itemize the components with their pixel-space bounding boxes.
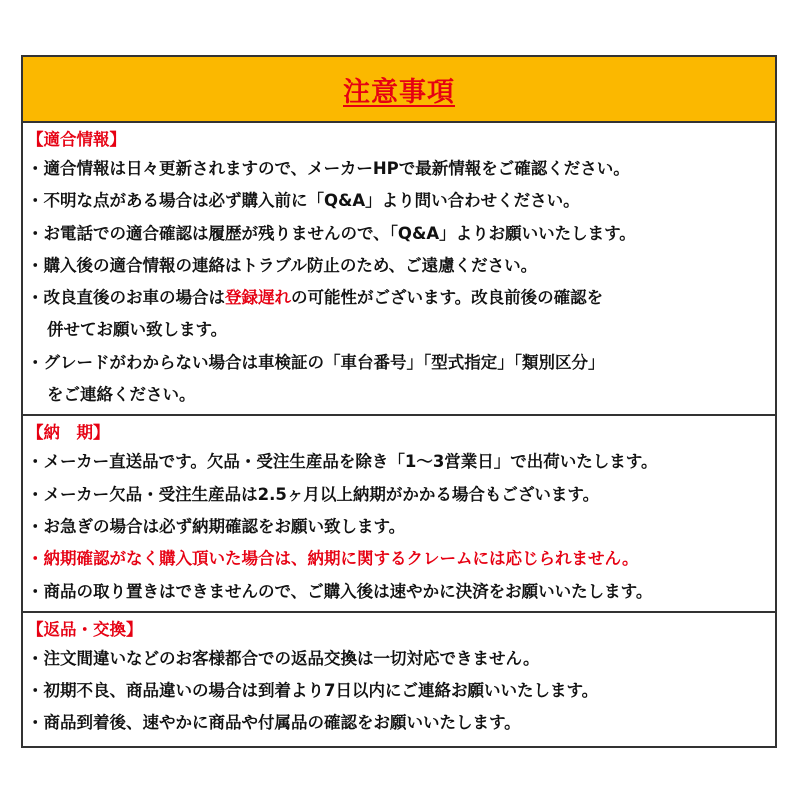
section-delivery xyxy=(23,416,775,612)
list-item: ・商品の取り置きはできませんので、ご購入後は速やかに決済をお願いいたします。 xyxy=(27,581,653,601)
section-fitment xyxy=(23,123,775,416)
list-item xyxy=(27,282,775,314)
item-text: の可能性がございます。改良前後の確認を xyxy=(291,288,604,308)
list-item: ・メーカー欠品・受注生産品は2.5ヶ月以上納期がかかる場合もございます。 xyxy=(27,484,600,504)
list-item: ・適合情報は日々更新されますので、メーカーHPで最新情報をご確認ください。 xyxy=(27,159,630,178)
item-text: ・改良直後のお車の場合は xyxy=(27,288,225,308)
list-item: ・初期不良、商品違いの場合は到着より7日以内にご連絡お願いいたします。 xyxy=(27,681,599,701)
section-heading: 【納 期】 xyxy=(27,423,110,443)
list-item: ・グレードがわからない場合は車検証の「車台番号」「型式指定」「類別区分」 xyxy=(27,352,605,372)
notice-header xyxy=(23,57,775,123)
list-item: ・お電話での適合確認は履歴が残りませんので、「Q&A」よりお願いいたします。 xyxy=(27,223,636,243)
notice-title: 注意事項 xyxy=(343,76,455,108)
list-item: ・メーカー直送品です。欠品・受注生産品を除き「1～3営業日」で出荷いたします。 xyxy=(27,452,658,472)
list-item: ・商品到着後、速やかに商品や付属品の確認をお願いいたします。 xyxy=(27,713,521,733)
list-item: ・お急ぎの場合は必ず納期確認をお願い致します。 xyxy=(27,516,406,536)
section-heading: 【適合情報】 xyxy=(27,130,126,149)
list-item-continuation: 併せてお願い致します。 xyxy=(47,320,228,340)
list-item-continuation: をご連絡ください。 xyxy=(47,385,196,405)
highlight-text: 登録遅れ xyxy=(225,288,291,308)
list-item: ・購入後の適合情報の連絡はトラブル防止のため、ご遠慮ください。 xyxy=(27,255,538,275)
section-heading: 【返品・交換】 xyxy=(27,619,143,639)
notice-box xyxy=(21,55,777,748)
section-returns xyxy=(23,613,775,743)
list-item: ・不明な点がある場合は必ず購入前に「Q&A」より問い合わせください。 xyxy=(27,191,580,211)
warning-item: ・納期確認がなく購入頂いた場合は、納期に関するクレームには応じられません。 xyxy=(27,549,639,569)
list-item: ・注文間違いなどのお客様都合での返品交換は一切対応できません。 xyxy=(27,648,540,668)
